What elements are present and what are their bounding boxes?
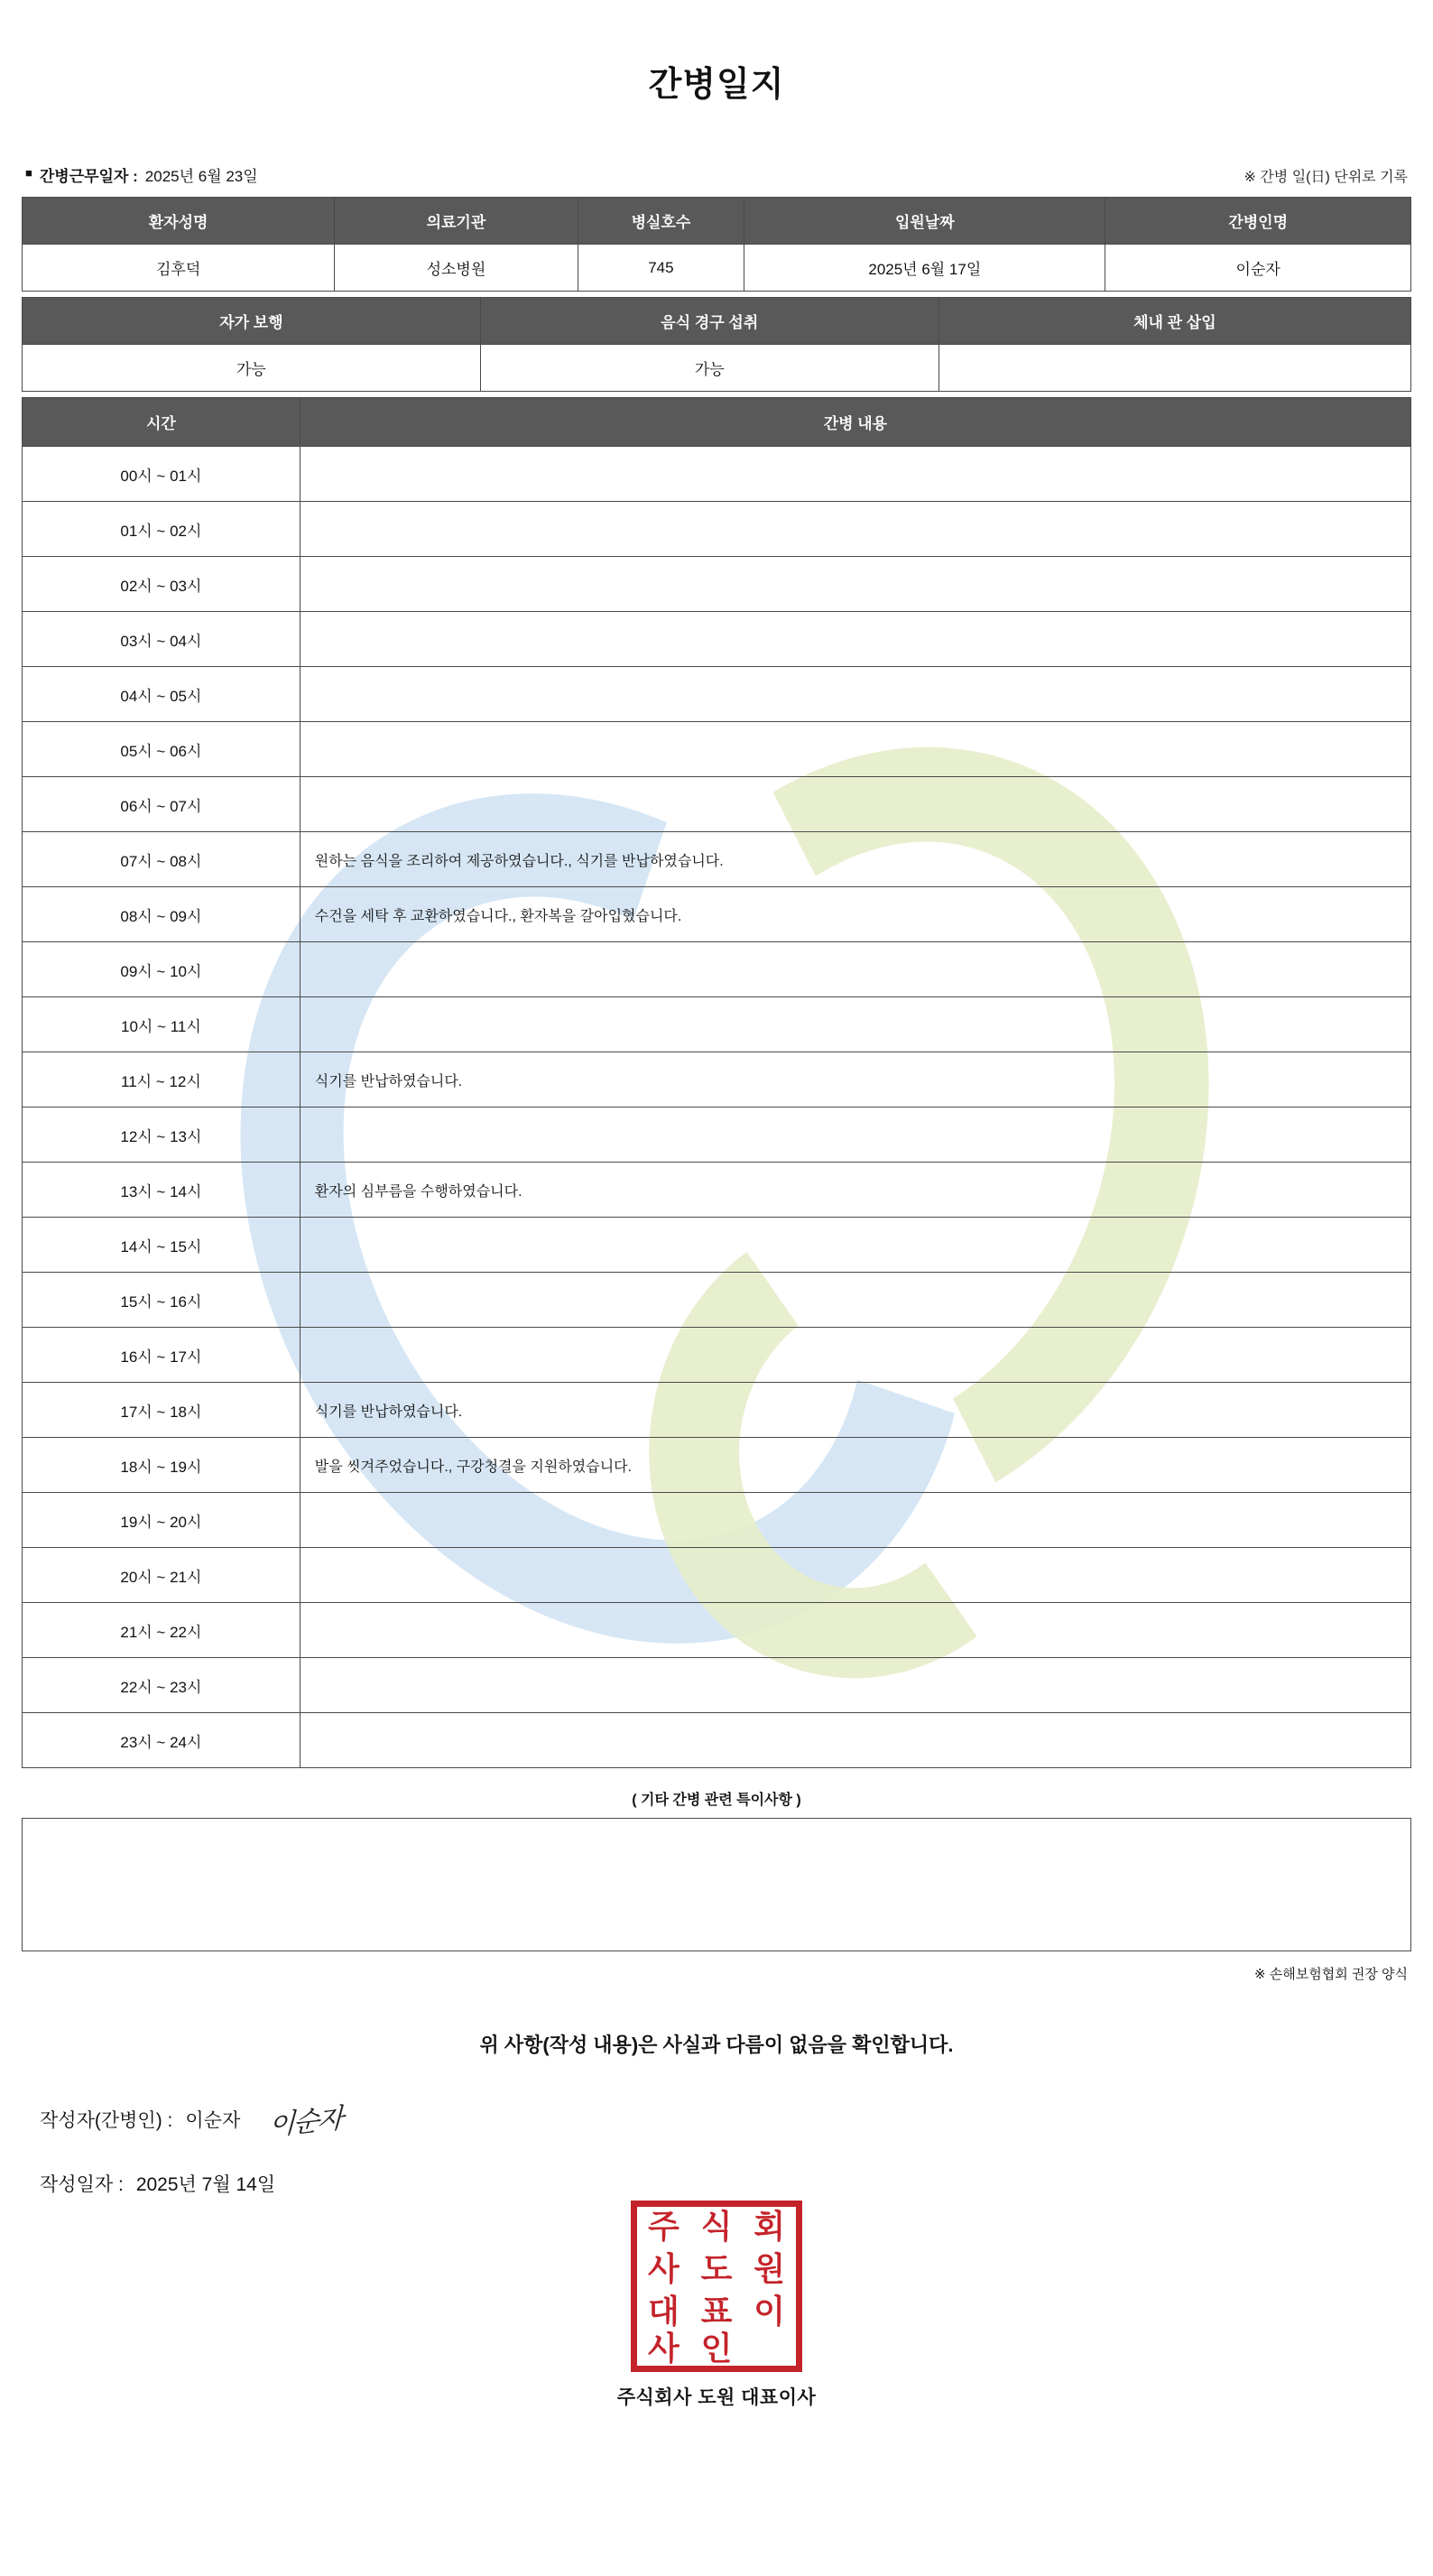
table-row	[23, 722, 1411, 777]
care-log-content[interactable]	[300, 997, 1410, 1052]
header-caregiver-name: 간병인명	[1105, 198, 1411, 245]
table-row	[23, 777, 1411, 832]
care-log-time: 01시 ~ 02시	[23, 502, 300, 557]
table-row	[23, 1548, 1411, 1603]
page-title: 간병일지	[648, 66, 785, 104]
company-seal-stamp	[631, 2201, 802, 2372]
care-log-time: 22시 ~ 23시	[23, 1658, 300, 1713]
care-log-content[interactable]	[300, 502, 1410, 557]
value-self-ambulation: 가능	[23, 345, 481, 392]
care-log-content[interactable]: 환자의 심부름을 수행하였습니다.	[300, 1163, 1410, 1218]
patient-info-table	[22, 197, 1411, 292]
table-row	[23, 1328, 1411, 1383]
care-log-time: 14시 ~ 15시	[23, 1218, 300, 1273]
care-log-time: 15시 ~ 16시	[23, 1273, 300, 1328]
work-date-value: 2025년 6월 23일	[144, 168, 258, 185]
care-log-time: 17시 ~ 18시	[23, 1383, 300, 1438]
stamp-char: 사	[647, 2250, 680, 2288]
table-row	[23, 887, 1411, 942]
work-date-group	[25, 163, 258, 186]
care-log-time: 02시 ~ 03시	[23, 557, 300, 612]
stamp-char: 원	[753, 2250, 786, 2288]
care-log-content[interactable]	[300, 1328, 1410, 1383]
header-oral-intake: 음식 경구 섭취	[480, 298, 938, 345]
value-hospital: 성소병원	[335, 245, 578, 292]
care-log-time: 07시 ~ 08시	[23, 832, 300, 887]
table-row	[23, 832, 1411, 887]
notes-field[interactable]	[22, 1818, 1411, 1951]
header-admission-date: 입원날짜	[744, 198, 1105, 245]
work-date-label: 간병근무일자 :	[39, 168, 138, 185]
table-row	[23, 997, 1411, 1052]
care-log-time: 04시 ~ 05시	[23, 667, 300, 722]
table-row	[23, 1658, 1411, 1713]
care-log-content[interactable]	[300, 447, 1410, 502]
record-unit-note: ※ 간병 일(日) 단위로 기록	[1243, 170, 1408, 185]
signature-block	[22, 2099, 1411, 2197]
care-log-time: 20시 ~ 21시	[23, 1548, 300, 1603]
value-patient-name: 김후덕	[23, 245, 335, 292]
table-header-row	[23, 198, 1411, 245]
header-hospital: 의료기관	[335, 198, 578, 245]
care-log-content[interactable]	[300, 777, 1410, 832]
header-self-ambulation: 자가 보행	[23, 298, 481, 345]
care-log-time: 06시 ~ 07시	[23, 777, 300, 832]
table-row	[23, 942, 1411, 997]
care-log-time: 08시 ~ 09시	[23, 887, 300, 942]
signature-mark: 이순자	[268, 2102, 343, 2143]
table-header-row	[23, 398, 1411, 447]
stamp-char: 식	[700, 2209, 733, 2247]
table-row	[23, 1438, 1411, 1493]
company-footer	[22, 2209, 1411, 2439]
care-log-content[interactable]: 식기를 반납하였습니다.	[300, 1383, 1410, 1438]
table-row	[23, 245, 1411, 292]
care-log-content[interactable]: 발을 씻겨주었습니다., 구강청결을 지원하였습니다.	[300, 1438, 1410, 1493]
table-row	[23, 667, 1411, 722]
table-row	[23, 1273, 1411, 1328]
stamp-char: 이	[753, 2293, 786, 2330]
date-value: 2025년 7월 14일	[135, 2174, 276, 2195]
table-row	[23, 502, 1411, 557]
confirmation-statement: 위 사항(작성 내용)은 사실과 다름이 없음을 확인합니다.	[479, 2034, 954, 2056]
stamp-char: 표	[700, 2293, 733, 2330]
author-row	[40, 2099, 1411, 2143]
care-log-content[interactable]	[300, 1218, 1410, 1273]
care-log-content[interactable]	[300, 722, 1410, 777]
care-log-time: 05시 ~ 06시	[23, 722, 300, 777]
care-log-time: 18시 ~ 19시	[23, 1438, 300, 1493]
care-log-content[interactable]	[300, 1658, 1410, 1713]
company-name: 주식회사 도원 대표이사	[616, 2387, 817, 2408]
care-log-time: 03시 ~ 04시	[23, 612, 300, 667]
table-row	[23, 1107, 1411, 1163]
care-log-time: 13시 ~ 14시	[23, 1163, 300, 1218]
care-log-time: 21시 ~ 22시	[23, 1603, 300, 1658]
care-log-time: 00시 ~ 01시	[23, 447, 300, 502]
header-time: 시간	[23, 398, 300, 447]
meta-row	[25, 163, 1408, 186]
table-row	[23, 345, 1411, 392]
header-room-number: 병실호수	[578, 198, 744, 245]
care-log-content[interactable]	[300, 667, 1410, 722]
care-log-time: 19시 ~ 20시	[23, 1493, 300, 1548]
table-row	[23, 612, 1411, 667]
date-label: 작성일자 :	[40, 2174, 124, 2195]
care-log-content[interactable]	[300, 1273, 1410, 1328]
care-log-content[interactable]	[300, 1107, 1410, 1163]
stamp-char: 주	[647, 2209, 680, 2247]
value-tube-insertion	[938, 345, 1410, 392]
care-log-time: 10시 ~ 11시	[23, 997, 300, 1052]
value-room-number: 745	[578, 245, 744, 292]
value-admission-date: 2025년 6월 17일	[744, 245, 1105, 292]
care-log-time: 23시 ~ 24시	[23, 1713, 300, 1768]
care-log-table	[22, 397, 1411, 1768]
table-row	[23, 1052, 1411, 1107]
care-log-content[interactable]	[300, 1713, 1410, 1768]
table-row	[23, 557, 1411, 612]
care-log-content[interactable]: 수건을 세탁 후 교환하였습니다., 환자복을 갈아입혔습니다.	[300, 887, 1410, 942]
table-row	[23, 1493, 1411, 1548]
table-header-row	[23, 298, 1411, 345]
care-log-content[interactable]: 식기를 반납하였습니다.	[300, 1052, 1410, 1107]
care-log-content[interactable]	[300, 942, 1410, 997]
stamp-char: 도	[700, 2250, 733, 2288]
author-name: 이순자	[185, 2110, 241, 2131]
care-log-content[interactable]	[300, 1603, 1410, 1658]
stamp-char: 회	[753, 2209, 786, 2247]
care-log-content[interactable]	[300, 557, 1410, 612]
table-row	[23, 1218, 1411, 1273]
care-log-content[interactable]	[300, 1493, 1410, 1548]
table-row	[23, 1163, 1411, 1218]
care-log-content[interactable]	[300, 1548, 1410, 1603]
care-log-content[interactable]: 원하는 음식을 조리하여 제공하였습니다., 식기를 반납하였습니다.	[300, 832, 1410, 887]
value-oral-intake: 가능	[480, 345, 938, 392]
value-caregiver-name: 이순자	[1105, 245, 1411, 292]
care-log-content[interactable]	[300, 612, 1410, 667]
care-log-time: 11시 ~ 12시	[23, 1052, 300, 1107]
table-row	[23, 1603, 1411, 1658]
table-row	[23, 447, 1411, 502]
date-row	[40, 2170, 1411, 2197]
notes-caption: ( 기타 간병 관련 특이사항 )	[632, 1793, 801, 1808]
table-row	[23, 1383, 1411, 1438]
care-log-time: 12시 ~ 13시	[23, 1107, 300, 1163]
author-label: 작성자(간병인) :	[40, 2110, 173, 2131]
stamp-char: 사	[647, 2330, 680, 2368]
stamp-char: 대	[647, 2293, 680, 2330]
header-tube-insertion: 체내 관 삽입	[938, 298, 1410, 345]
stamp-char: 인	[700, 2330, 733, 2368]
care-log-time: 16시 ~ 17시	[23, 1328, 300, 1383]
form-source-note: ※ 손해보험협회 권장 양식	[1254, 1967, 1408, 1982]
table-row	[23, 1713, 1411, 1768]
header-care-content: 간병 내용	[300, 398, 1410, 447]
status-table	[22, 297, 1411, 392]
bullet-icon: ■	[25, 166, 32, 180]
care-log-time: 09시 ~ 10시	[23, 942, 300, 997]
header-patient-name: 환자성명	[23, 198, 335, 245]
